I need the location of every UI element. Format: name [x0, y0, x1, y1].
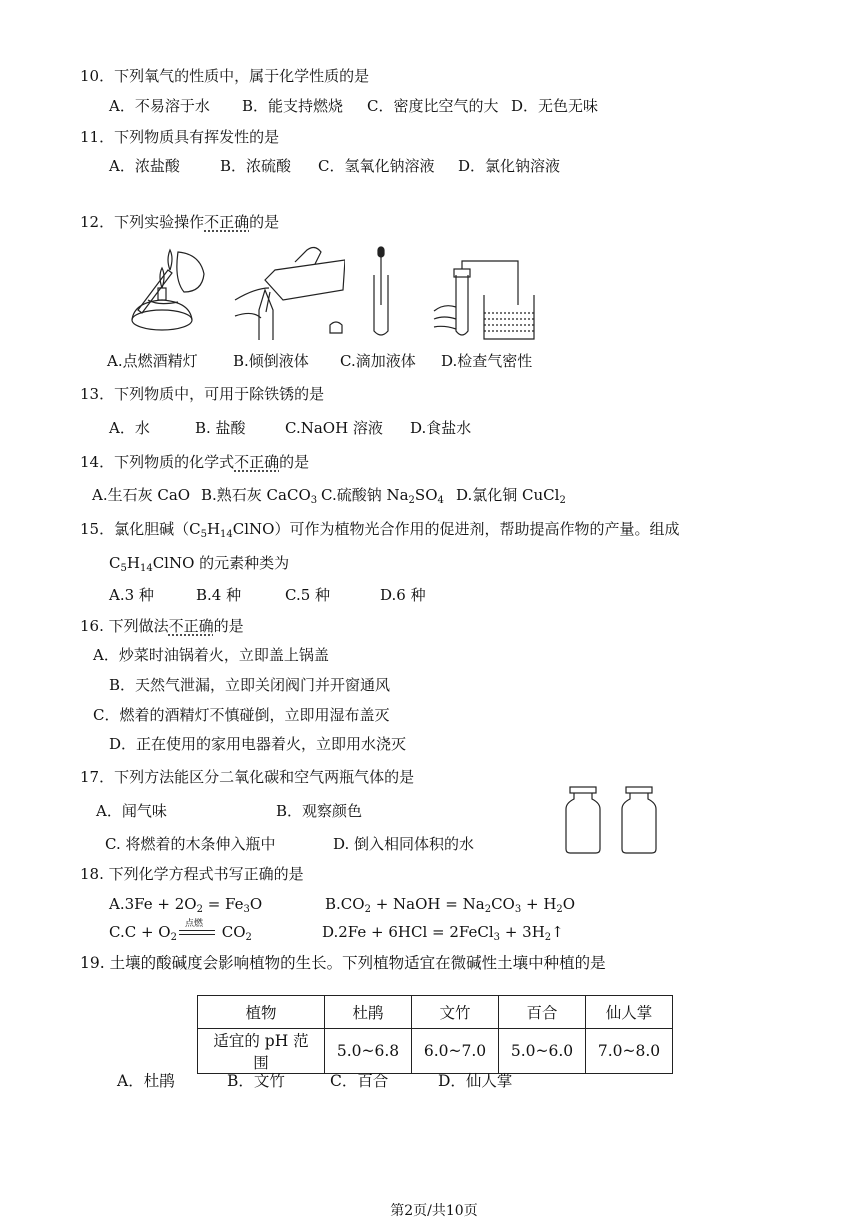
table-cell: 适宜的 pH 范围	[198, 1029, 325, 1074]
q13-option-d: D.食盐水	[410, 419, 472, 437]
table-header-cell: 仙人掌	[586, 996, 673, 1029]
q14-c-sub1: 2	[408, 495, 415, 506]
q15-line2-sub14: 14	[139, 563, 153, 574]
q18-b-end: O	[562, 895, 576, 913]
q14-c-mid: SO	[414, 486, 438, 504]
q18-a-sub2: 2	[196, 904, 203, 915]
q14-option-a: A.生石灰 CaO	[92, 486, 191, 504]
q16-option-a: A．炒菜时油锅着火，立即盖上锅盖	[93, 646, 329, 664]
q12-option-c: C.滴加液体	[340, 352, 416, 370]
q14-stem	[80, 452, 309, 472]
q15-sub-5: 5	[200, 529, 207, 540]
q12-stem	[80, 212, 279, 232]
q18-b-text: B.CO	[325, 895, 365, 913]
q18-b-sub2c: 2	[556, 904, 563, 915]
q19-option-a: A．杜鹃	[117, 1072, 175, 1090]
q18-a-sub3: 3	[243, 904, 250, 915]
q18-b-sub2a: 2	[364, 904, 371, 915]
q18-b-mid2: CO	[491, 895, 515, 913]
table-header-cell: 植物	[198, 996, 325, 1029]
q17-option-d: D. 倒入相同体积的水	[333, 835, 475, 853]
q18-c-text: C.C + O	[109, 923, 171, 941]
q15-sub-14: 14	[220, 529, 233, 540]
q14-stem-post: 的是	[279, 453, 310, 471]
alcohol-lamp-lighting-figure	[118, 240, 218, 340]
q12-option-b: B.倾倒液体	[233, 352, 309, 370]
q19-option-b: B．文竹	[227, 1072, 285, 1090]
table-cell: 6.0~7.0	[412, 1029, 499, 1074]
q10-stem: 10．下列氧气的性质中，属于化学性质的是	[80, 67, 370, 85]
q13-option-b: B. 盐酸	[195, 419, 246, 437]
q15-line2-sub5: 5	[120, 563, 127, 574]
q15-line2-h: H	[126, 554, 140, 572]
q14-d-text: D.氯化铜 CuCl	[456, 486, 560, 504]
q18-b-sub2b: 2	[484, 904, 492, 915]
table-header-cell: 文竹	[412, 996, 499, 1029]
q15-option-b: B.4 种	[196, 586, 242, 604]
q15-text-b: ClNO）可作为植物光合作用的促进剂，帮助提高作物的产量。组成	[232, 520, 680, 538]
table-row	[198, 996, 673, 1029]
q14-b-sub: 3	[310, 495, 318, 506]
q16-stem	[80, 616, 244, 636]
q19-option-c: C．百合	[330, 1072, 389, 1090]
q19-option-d: D．仙人掌	[438, 1072, 513, 1090]
q11-option-c: C．氢氧化钠溶液	[318, 157, 435, 175]
gas-bottles-figure	[560, 785, 665, 855]
q10-option-d: D．无色无味	[511, 97, 599, 115]
q15-line2-text: ClNO 的元素种类为	[152, 554, 290, 572]
q15-option-a: A.3 种	[109, 586, 154, 604]
q16-stem-pre: 16. 下列做法	[80, 617, 169, 635]
ph-range-table	[197, 995, 673, 1074]
q18-stem: 18. 下列化学方程式书写正确的是	[80, 865, 304, 883]
q14-d-sub: 2	[559, 495, 566, 506]
q14-stem-emphasis: 不正确	[234, 453, 280, 471]
q11-stem: 11．下列物质具有挥发性的是	[80, 128, 280, 146]
q14-stem-pre: 14．下列物质的化学式	[80, 453, 235, 471]
q13-stem: 13．下列物质中，可用于除铁锈的是	[80, 385, 325, 403]
q18-b-mid3: + H	[521, 895, 557, 913]
table-header-cell: 杜鹃	[325, 996, 412, 1029]
q18-a-text: A.3Fe + 2O	[109, 895, 197, 913]
q15-text-a: 15．氯化胆碱（C	[80, 520, 201, 538]
q15-text-h: H	[206, 520, 221, 538]
q18-b-sub3: 3	[514, 904, 522, 915]
q14-option-b	[201, 485, 317, 511]
q12-option-a: A.点燃酒精灯	[107, 352, 198, 370]
q18-c-condition: 点燃	[184, 919, 203, 929]
q10-option-a: A．不易溶于水	[109, 97, 210, 115]
q14-c-text: C.硫酸钠 Na	[321, 486, 409, 504]
q14-option-d	[456, 485, 566, 511]
q14-option-c	[321, 485, 444, 511]
q12-stem-emphasis: 不正确	[204, 213, 250, 231]
q18-c-post: CO	[216, 923, 246, 941]
q11-option-d: D．氯化钠溶液	[458, 157, 561, 175]
q14-b-text: B.熟石灰 CaCO	[201, 486, 311, 504]
q16-option-c: C．燃着的酒精灯不慎碰倒，立即用湿布盖灭	[93, 706, 390, 724]
q17-option-c: C. 将燃着的木条伸入瓶中	[105, 835, 276, 853]
q13-option-c: C.NaOH 溶液	[285, 419, 383, 437]
q18-c-sub2a: 2	[170, 932, 177, 943]
q18-a-o: O	[249, 895, 263, 913]
q14-c-sub2: 4	[437, 495, 444, 506]
q15-stem-line2	[109, 553, 289, 579]
table-row	[198, 1029, 673, 1074]
q18-a-post: = Fe	[202, 895, 244, 913]
q18-d-text: D.2Fe + 6HCl = 2FeCl	[322, 923, 494, 941]
q18-option-c	[109, 919, 252, 948]
q18-d-gas-arrow: ↑	[551, 923, 564, 941]
q18-d-sub3: 3	[493, 932, 501, 943]
q12-stem-pre: 12．下列实验操作	[80, 213, 205, 231]
q18-d-sub2: 2	[544, 932, 552, 943]
airtightness-check-figure	[430, 255, 545, 345]
q16-stem-emphasis: 不正确	[168, 617, 214, 635]
q15-option-c: C.5 种	[285, 586, 331, 604]
q18-b-mid1: + NaOH = Na	[370, 895, 485, 913]
q16-option-d: D．正在使用的家用电器着火，立即用水浇灭	[109, 735, 407, 753]
q15-line2-c: C	[109, 554, 121, 572]
q19-stem: 19. 土壤的酸碱度会影响植物的生长。下列植物适宜在微碱性土壤中种植的是	[80, 954, 606, 972]
page-number-footer: 第2页/共10页	[390, 1203, 478, 1219]
q18-option-b	[325, 894, 575, 920]
q10-option-c: C．密度比空气的大	[367, 97, 499, 115]
q12-stem-post: 的是	[249, 213, 280, 231]
q15-stem-line1	[80, 519, 679, 545]
q12-option-d: D.检查气密性	[441, 352, 533, 370]
dropping-liquid-figure	[322, 245, 402, 340]
q18-c-reaction-equals	[179, 919, 215, 938]
q17-option-a: A．闻气味	[96, 802, 167, 820]
q18-d-mid: + 3H	[500, 923, 545, 941]
q13-option-a: A．水	[109, 419, 150, 437]
q17-option-b: B．观察颜色	[276, 802, 363, 820]
q16-stem-post: 的是	[213, 617, 244, 635]
table-cell: 5.0~6.0	[499, 1029, 586, 1074]
q16-option-b: B．天然气泄漏，立即关闭阀门并开窗通风	[109, 676, 391, 694]
table-header-cell: 百合	[499, 996, 586, 1029]
q17-stem: 17．下列方法能区分二氧化碳和空气两瓶气体的是	[80, 768, 415, 786]
q11-option-a: A．浓盐酸	[109, 157, 180, 175]
q11-option-b: B．浓硫酸	[220, 157, 292, 175]
q15-option-d: D.6 种	[380, 586, 426, 604]
q18-option-d	[322, 922, 564, 948]
table-cell: 7.0~8.0	[586, 1029, 673, 1074]
q10-option-b: B．能支持燃烧	[242, 97, 344, 115]
q18-c-sub2b: 2	[245, 932, 252, 943]
table-cell: 5.0~6.8	[325, 1029, 412, 1074]
